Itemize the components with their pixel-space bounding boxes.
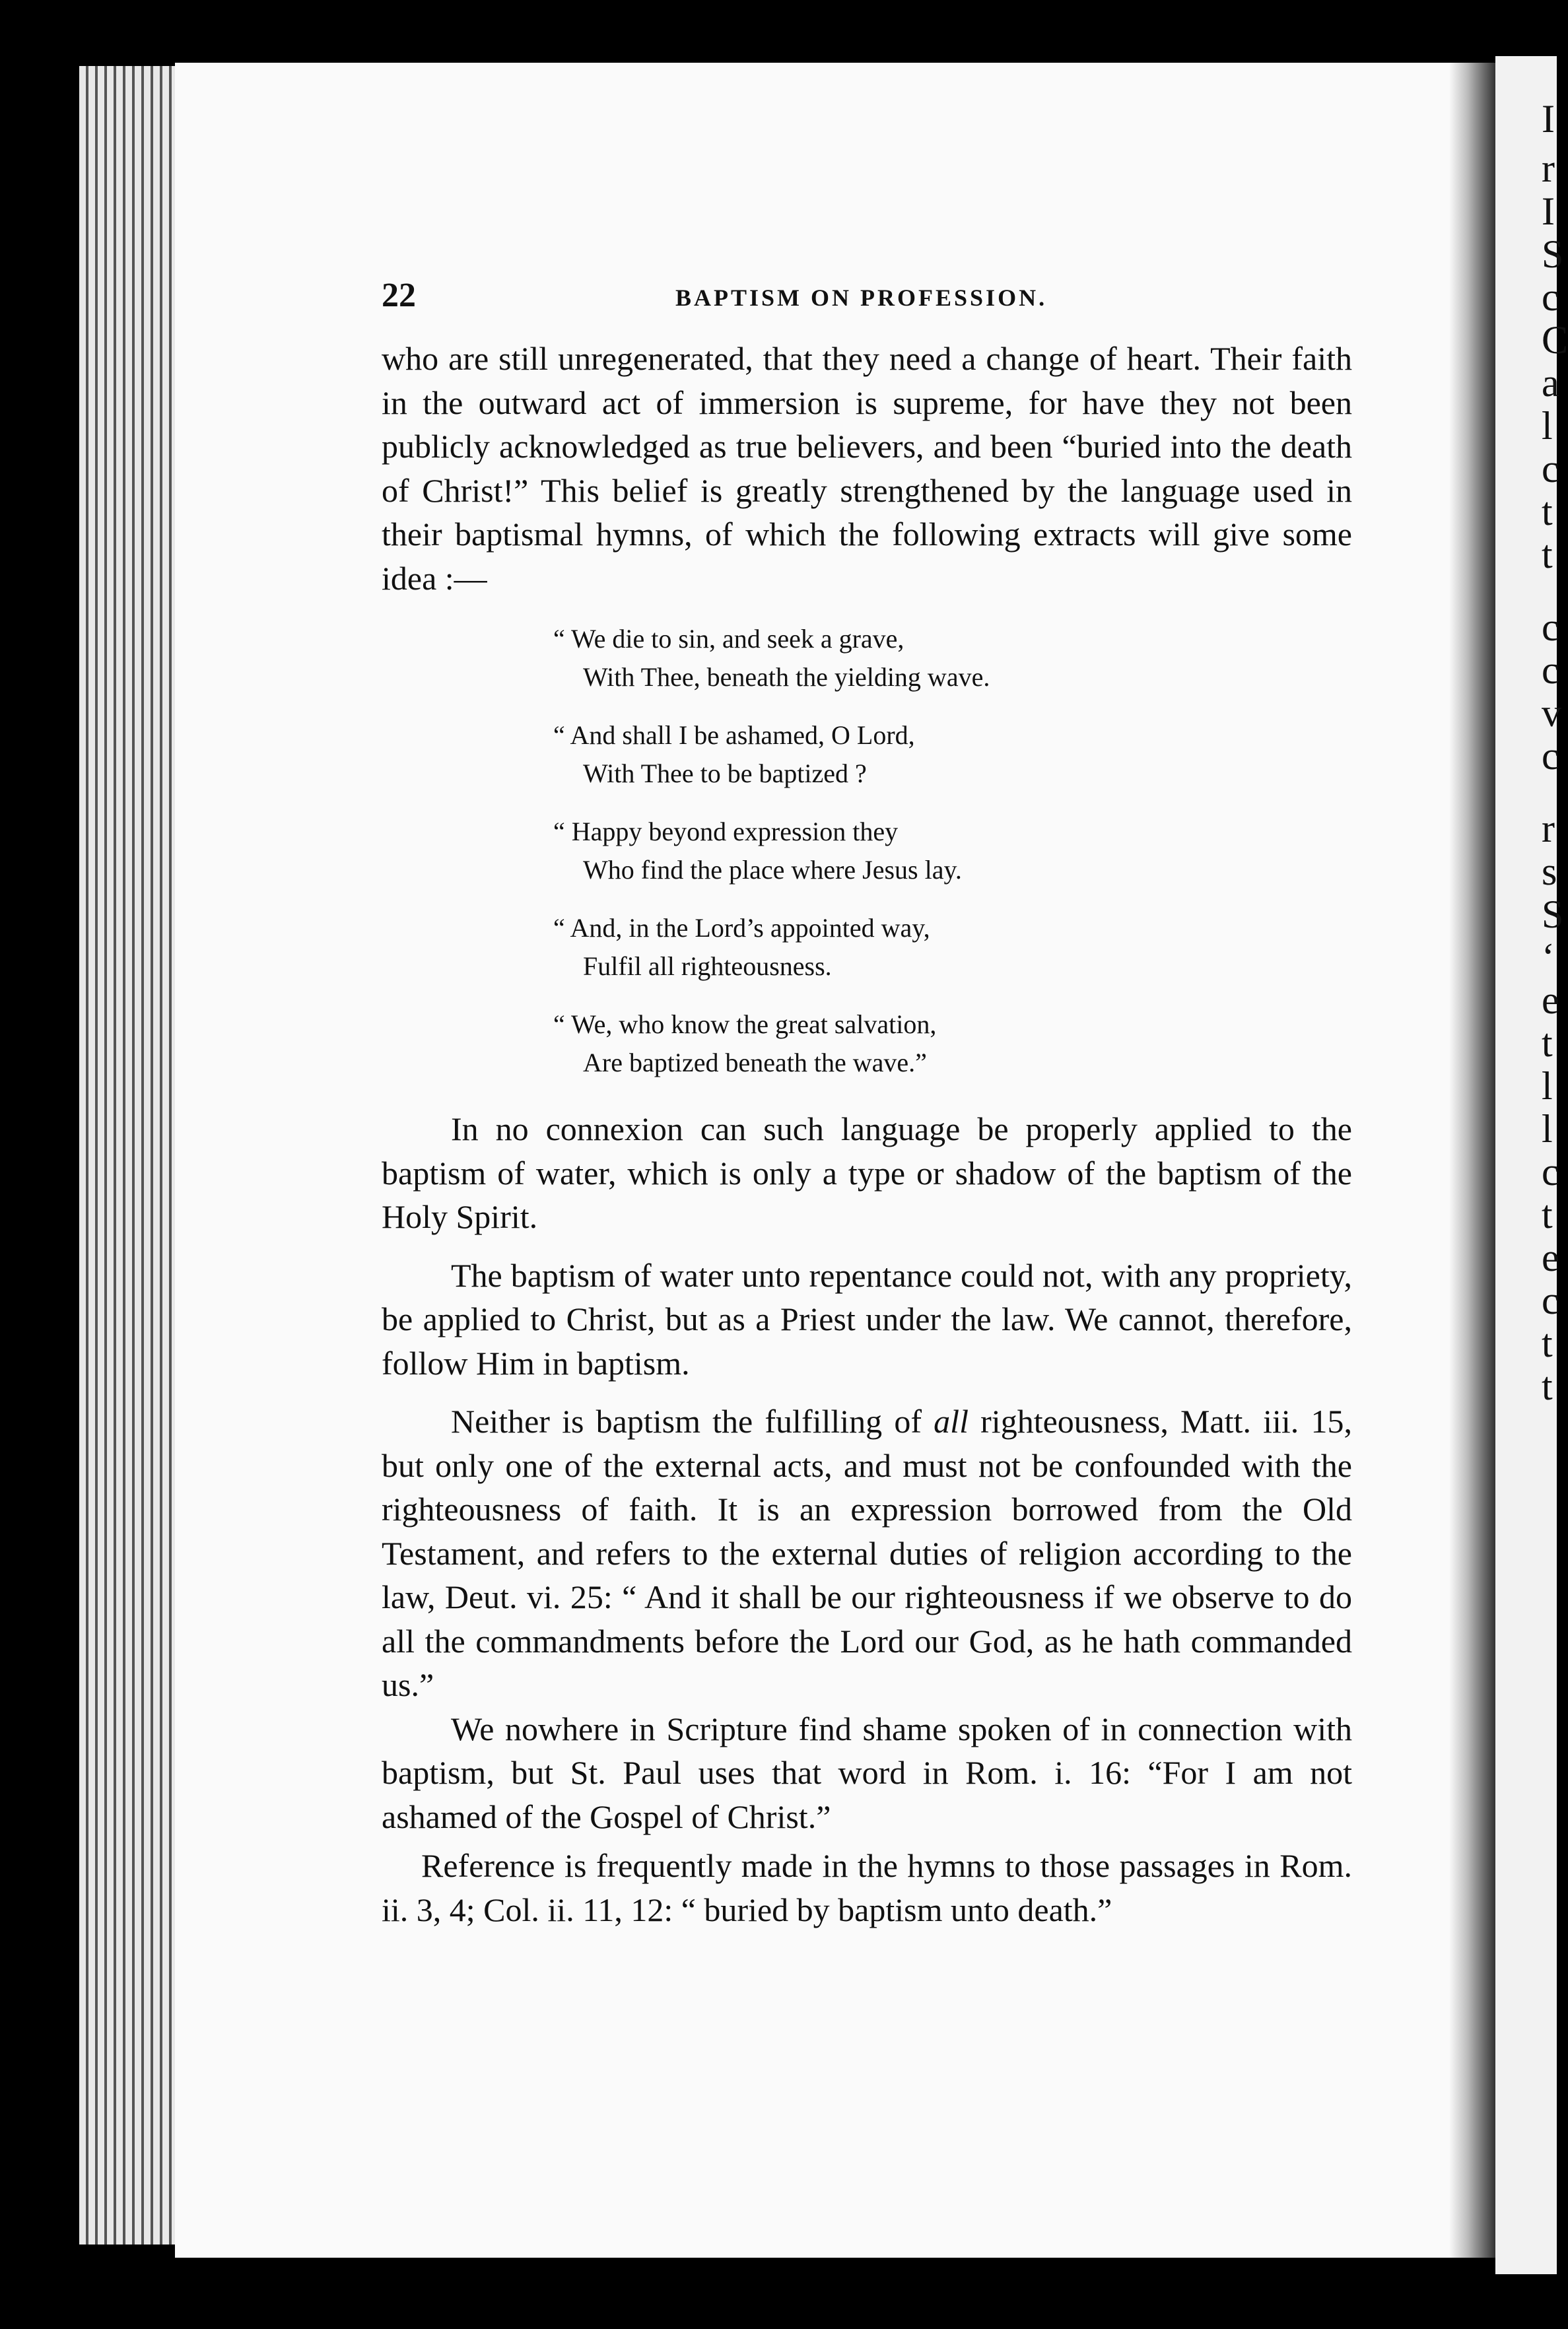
verse-line: “ Happy beyond expression they <box>553 817 899 846</box>
verse-line: “ And, in the Lord’s appointed way, <box>553 913 930 943</box>
facing-page-letter: ‘ <box>1542 935 1555 979</box>
verse-line: “ And shall I be ashamed, O Lord, <box>553 720 915 750</box>
facing-page-letter: l <box>1542 404 1553 448</box>
facing-page-letter: c <box>1542 605 1559 649</box>
verse-line: Fulfil all righteousness. <box>583 951 832 981</box>
verse-line: “ We, who know the great salvation, <box>553 1009 937 1039</box>
facing-page-letter: l <box>1542 1107 1553 1151</box>
verse-line: Are baptized beneath the wave.” <box>583 1048 927 1077</box>
hymn-stanza <box>553 813 1352 889</box>
emphasis-all: all <box>934 1403 969 1440</box>
facing-page-letter: s <box>1542 850 1557 893</box>
facing-page-letter: t <box>1542 1322 1553 1365</box>
facing-page-letter: t <box>1542 1193 1553 1236</box>
facing-page-letter: v <box>1542 691 1561 735</box>
facing-page-letter: I <box>1542 97 1555 141</box>
facing-page-letter: t <box>1542 1365 1553 1408</box>
paragraph-1: who are still unregenerated, that they need a change of heart. Their faith in the outward act of immersion is supreme, for have they not been publicly acknowledged as true believers, and been “buried into the death of Christ!” This belief is greatly strengthened by the language used in their baptismal hymns, of which the following extracts will give some idea :— <box>382 340 1352 597</box>
paragraph-4-end: righteousness, Matt. iii. 15, but only one of the external acts, and must not be confounded with the righteousness of faith. It is an expression borrowed from the Old Testament, and refers to the external duties of religion according to the law, Deut. vi. 25: “ And it shall be our righteousness if we observe to do all the commandments before the Lord our God, as he hath commanded us.” <box>382 1403 1352 1703</box>
running-head: BAPTISM ON PROFESSION. <box>675 285 1048 311</box>
verse-line: With Thee to be baptized ? <box>583 759 867 788</box>
facing-page-letter: S <box>1542 232 1564 276</box>
facing-page-edge <box>1495 56 1568 2274</box>
paragraph-2: In no connexion can such language be properly applied to the baptism of water, which is only a type or shadow of the baptism of the Holy Spirit. <box>382 1110 1352 1235</box>
facing-page-letter: c <box>1542 1279 1559 1322</box>
facing-page-letter: c <box>1542 447 1559 490</box>
facing-page-letter: S <box>1542 893 1564 936</box>
facing-page-letter: t <box>1542 533 1553 576</box>
facing-page-letter: e <box>1542 978 1559 1022</box>
facing-page-letter: a <box>1542 361 1559 405</box>
hymn-stanza <box>553 716 1352 793</box>
facing-page-letter: t <box>1542 490 1553 533</box>
paragraph-6: Reference is frequently made in the hymns to those passages in Rom. ii. 3, 4; Col. ii. 11, 12: “ buried by baptism unto death.” <box>382 1847 1352 1928</box>
page-number: 22 <box>382 277 416 314</box>
body-text <box>382 337 1352 1932</box>
facing-page-letter: r <box>1542 147 1555 190</box>
facing-page-letter: r <box>1542 807 1555 850</box>
hymn-extracts <box>382 620 1352 1082</box>
paragraph-3: The baptism of water unto repentance could not, with any propriety, be applied to Christ, but as a Priest under the law. We cannot, therefore, follow Him in baptism. <box>382 1256 1352 1382</box>
facing-page-letter: l <box>1542 1064 1553 1108</box>
page-edge-stack <box>79 66 185 2245</box>
facing-page-letter: c <box>1542 734 1559 778</box>
verse-line: “ We die to sin, and seek a grave, <box>553 624 904 654</box>
facing-page-letter: c <box>1542 648 1559 692</box>
paragraph-4-start: Neither is baptism the fulfilling of <box>451 1403 934 1440</box>
facing-page-letter: e <box>1542 1236 1559 1279</box>
facing-page-letter: C <box>1542 318 1568 362</box>
verse-line: With Thee, beneath the yielding wave. <box>583 662 990 692</box>
paragraph-5: We nowhere in Scripture find shame spoken of in connection with baptism, but St. Paul uses that word in Rom. i. 16: “For I am not ashamed of the Gospel of Christ.” <box>382 1710 1352 1835</box>
verse-line: Who find the place where Jesus lay. <box>583 855 962 885</box>
hymn-stanza <box>553 620 1352 696</box>
hymn-stanza <box>553 909 1352 986</box>
facing-page-letter: c <box>1542 1150 1559 1194</box>
hymn-stanza <box>553 1005 1352 1082</box>
facing-page-letter: t <box>1542 1021 1553 1065</box>
facing-page-letter: I <box>1542 189 1555 233</box>
facing-page-letter: c <box>1542 275 1559 319</box>
gutter-shadow <box>1449 63 1495 2258</box>
page-header <box>382 276 1352 322</box>
paragraph-4 <box>382 1400 1352 1707</box>
